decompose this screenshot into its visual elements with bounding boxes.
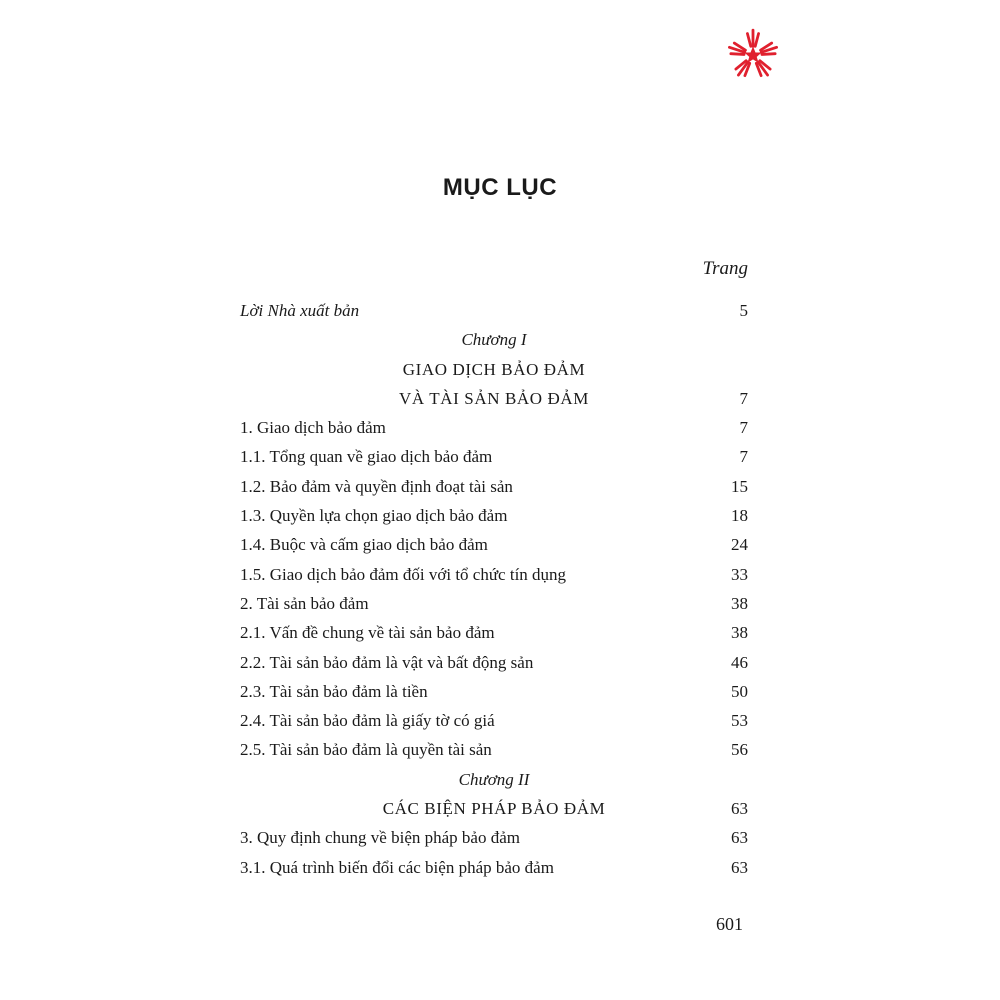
toc-entry bbox=[240, 530, 748, 559]
toc-entry bbox=[240, 823, 748, 852]
toc-entry bbox=[240, 325, 748, 354]
page-number: 601 bbox=[716, 914, 743, 934]
page-column-header: Trang bbox=[702, 258, 748, 279]
toc-entry bbox=[240, 472, 748, 501]
toc-entry-page: 63 bbox=[731, 857, 748, 877]
table-of-contents bbox=[240, 296, 748, 882]
toc-entry-title: 3. Quy định chung về biện pháp bảo đảm bbox=[240, 828, 520, 848]
toc-entry-title: 2.2. Tài sản bảo đảm là vật và bất động sản bbox=[240, 652, 534, 672]
toc-entry bbox=[240, 296, 748, 325]
toc-entry-title: 1.1. Tổng quan về giao dịch bảo đảm bbox=[240, 447, 493, 467]
toc-entry-page: 38 bbox=[731, 623, 748, 643]
toc-entry-title: 1. Giao dịch bảo đảm bbox=[240, 418, 386, 438]
toc-entry-title: GIAO DỊCH BẢO ĐẢM bbox=[402, 359, 586, 379]
toc-entry-page: 24 bbox=[731, 535, 748, 555]
toc-entry bbox=[240, 853, 748, 882]
toc-entry-page: 56 bbox=[731, 740, 748, 760]
toc-entry bbox=[240, 384, 748, 413]
toc-entry bbox=[240, 618, 748, 647]
toc-entry bbox=[240, 355, 748, 384]
toc-entry-title: Chương I bbox=[461, 330, 527, 350]
toc-entry-title: VÀ TÀI SẢN BẢO ĐẢM bbox=[399, 388, 589, 408]
toc-entry-page: 15 bbox=[731, 476, 748, 496]
toc-entry bbox=[240, 560, 748, 589]
toc-entry-title: 1.2. Bảo đảm và quyền định đoạt tài sản bbox=[240, 476, 513, 496]
page-title: MỤC LỤC bbox=[442, 174, 558, 201]
toc-entry bbox=[240, 735, 748, 764]
toc-entry-page: 46 bbox=[731, 652, 748, 672]
toc-entry-page: 18 bbox=[731, 506, 748, 526]
toc-entry-title: Chương II bbox=[458, 769, 530, 789]
toc-entry bbox=[240, 648, 748, 677]
toc-entry-title: 2.3. Tài sản bảo đảm là tiền bbox=[240, 681, 428, 701]
toc-entry-page: 50 bbox=[731, 681, 748, 701]
toc-entry-title: Lời Nhà xuất bản bbox=[240, 301, 360, 320]
publisher-logo-icon bbox=[722, 24, 784, 86]
toc-entry-page: 5 bbox=[739, 301, 748, 320]
toc-entry bbox=[240, 765, 748, 794]
toc-entry bbox=[240, 677, 748, 706]
toc-entry bbox=[240, 442, 748, 471]
toc-entry-page: 63 bbox=[731, 828, 748, 848]
toc-entry-title: 2.4. Tài sản bảo đảm là giấy tờ có giá bbox=[240, 711, 495, 731]
toc-entry bbox=[240, 794, 748, 823]
toc-entry-page: 7 bbox=[739, 418, 748, 438]
toc-entry-page: 7 bbox=[739, 388, 748, 408]
toc-entry-page: 38 bbox=[731, 593, 748, 613]
toc-entry-title: 1.3. Quyền lựa chọn giao dịch bảo đảm bbox=[240, 506, 508, 526]
toc-entry-title: 3.1. Quá trình biến đổi các biện pháp bảo đảm bbox=[240, 857, 554, 877]
toc-entry bbox=[240, 413, 748, 442]
toc-entry-page: 53 bbox=[731, 711, 748, 731]
toc-entry bbox=[240, 706, 748, 735]
toc-entry bbox=[240, 589, 748, 618]
toc-entry-title: CÁC BIỆN PHÁP BẢO ĐẢM bbox=[382, 799, 606, 819]
toc-entry-title: 1.5. Giao dịch bảo đảm đối với tổ chức tín dụng bbox=[240, 564, 567, 584]
toc-entry bbox=[240, 501, 748, 530]
toc-entry-title: 2. Tài sản bảo đảm bbox=[240, 593, 369, 613]
toc-entry-page: 33 bbox=[731, 564, 748, 584]
toc-entry-page: 63 bbox=[731, 799, 748, 819]
toc-entry-title: 2.1. Vấn đề chung về tài sản bảo đảm bbox=[240, 623, 495, 643]
toc-entry-title: 1.4. Buộc và cấm giao dịch bảo đảm bbox=[240, 535, 488, 555]
toc-entry-page: 7 bbox=[739, 447, 748, 467]
toc-entry-title: 2.5. Tài sản bảo đảm là quyền tài sản bbox=[240, 740, 492, 760]
